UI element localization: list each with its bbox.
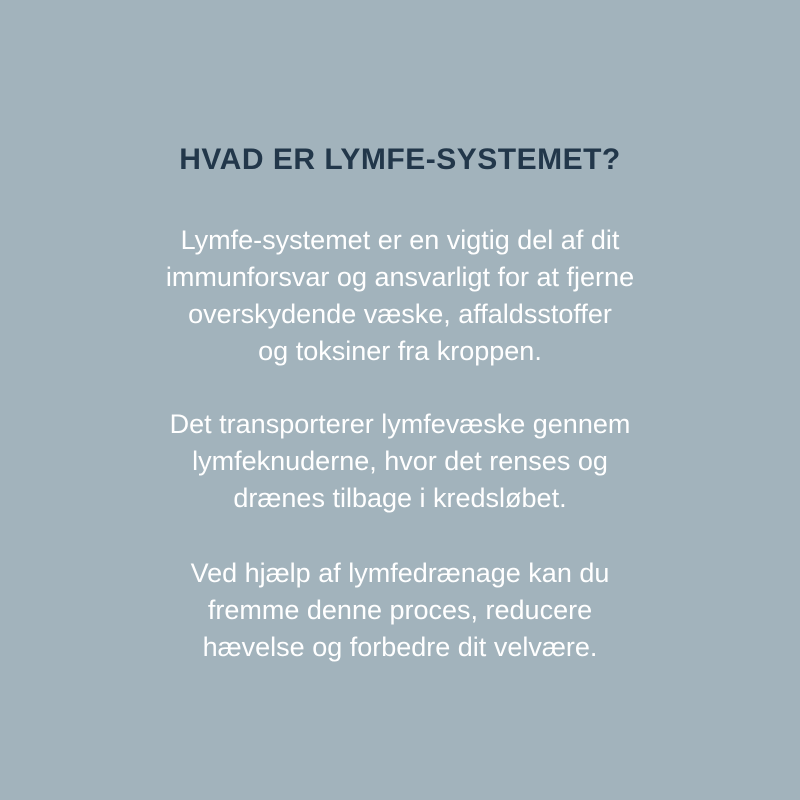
text-line: Ved hjælp af lymfedrænage kan du [190,558,610,588]
page-title: HVAD ER LYMFE-SYSTEMET? [179,143,621,176]
text-line: Lymfe-systemet er en vigtig del af dit [180,225,620,255]
text-line: Det transporterer lymfevæske gennem [169,409,631,439]
text-line: fremme denne proces, reducere [207,595,593,625]
text-line: overskydende væske, affaldsstoffer [188,299,612,329]
text-line: og toksiner fra kroppen. [258,336,542,366]
paragraph-drainage [0,555,800,666]
paragraph-transport [0,406,800,517]
text-line: drænes tilbage i kredsløbet. [233,483,567,513]
text-line: hævelse og forbedre dit velvære. [202,632,598,662]
text-line: immunforsvar og ansvarligt for at fjerne [165,262,635,292]
text-line: lymfeknuderne, hvor det renses og [192,446,608,476]
paragraph-intro [0,222,800,370]
